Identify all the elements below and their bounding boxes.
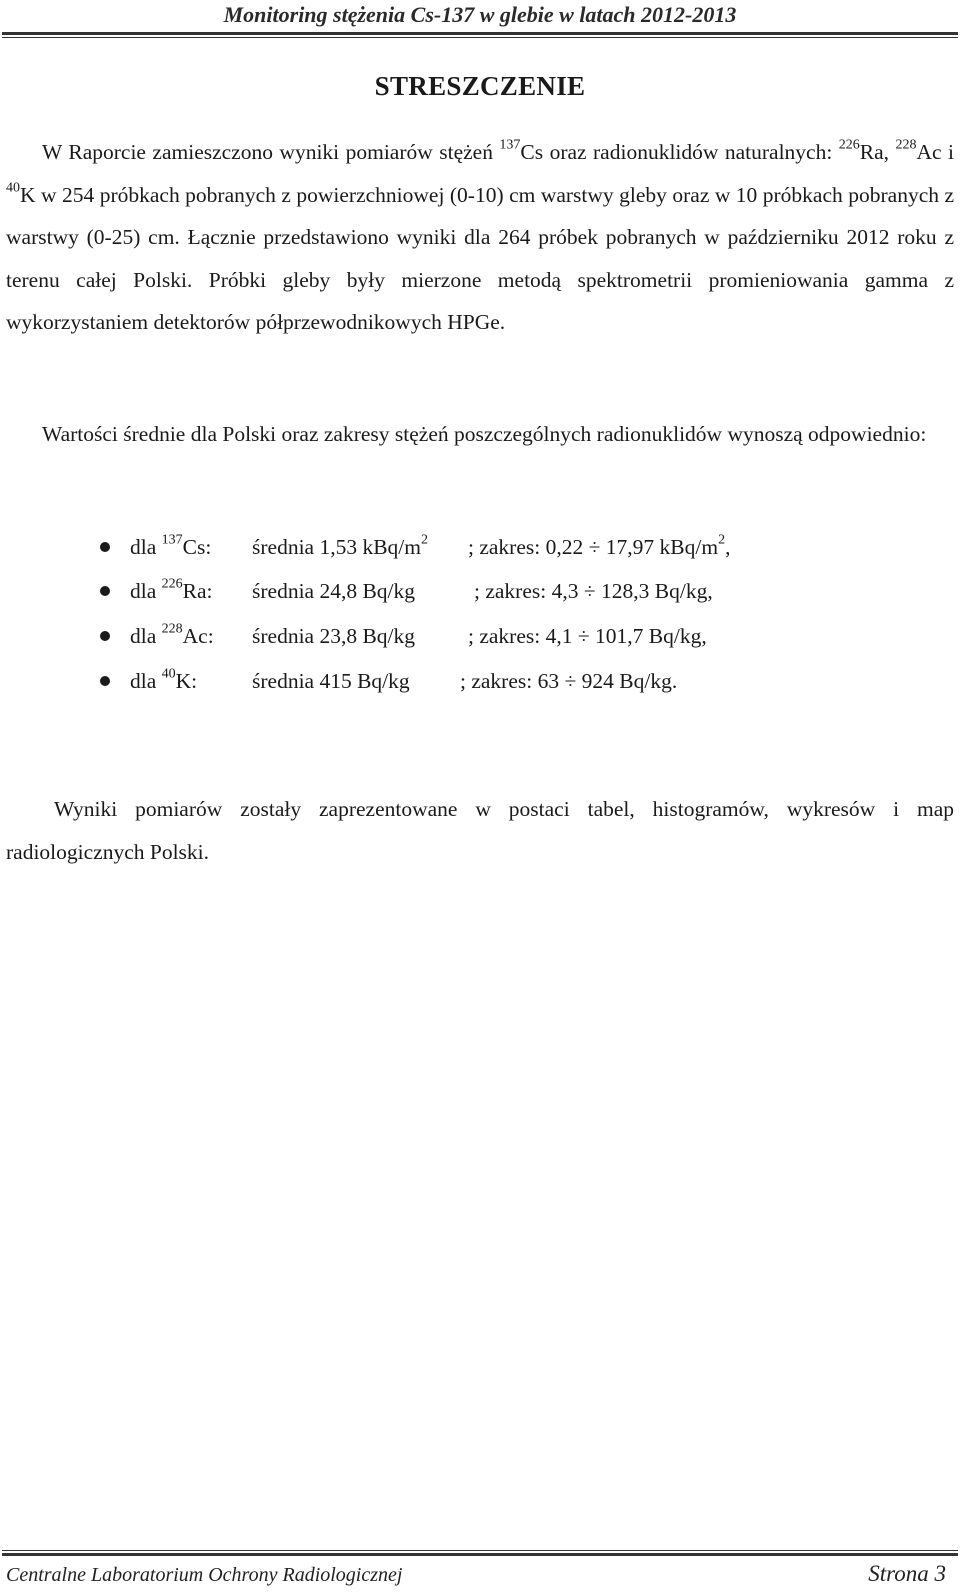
bullet-icon (100, 676, 110, 686)
nuclide-label: dla $^{228}$Ac: (130, 621, 214, 648)
bullet-icon (100, 586, 110, 596)
nuclide-label: dla $^{137}$Cs: (130, 532, 212, 559)
footer-rule-thin (2, 1550, 958, 1551)
list-item (0, 618, 960, 654)
mean-value: średnia 23,8 Bq/kg (252, 624, 416, 648)
nuclide-label: dla $^{40}$K: (130, 666, 198, 693)
range-value: ; zakres: 63 ÷ 924 Bq/kg. (460, 669, 678, 693)
abstract-paragraph-1: W Raporcie zamieszczono wyniki pomiarów stężeń $^{137}$Cs oraz radionuklidów naturalnych: $^{226}$Ra, $^{228}$Ac i $^{40}$K w 254 próbkach pobranych z powierzchniowej (0-10) cm warstwy gleby oraz w 10 próbkach pobranych z warstwy (0-25) cm. Łącznie przedstawiono wyniki dla 264 próbek pobranych w październiku 2012 roku z terenu całej Polski. Próbki gleby były mierzone metodą spektrometrii promieniowania gamma z wykorzystaniem detektorów półprzewodnikowych HPGe. (6, 137, 954, 335)
nuclide-label: dla $^{226}$Ra: (130, 576, 213, 603)
mean-value: średnia 1,53 kBq/$m^2$ (252, 532, 428, 559)
header-rule (2, 32, 958, 35)
abstract-paragraph-3: Wyniki pomiarów zostały zaprezentowane w postaci tabel, histogramów, wykresów i map radiologicznych Polski. (6, 797, 954, 864)
running-header-title: Monitoring stężenia Cs-137 w glebie w latach 2012-2013 (223, 2, 737, 27)
footer-rule (2, 1553, 958, 1556)
page-number: Strona 3 (868, 1561, 946, 1586)
header-rule-thin (2, 37, 958, 38)
bullet-icon (100, 631, 110, 641)
range-value: ; zakres: 0,22 ÷ 17,97 kBq/$m^2$, (468, 532, 731, 559)
range-value: ; zakres: 4,1 ÷ 101,7 Bq/kg, (468, 624, 707, 648)
footer-organization: Centralne Laboratorium Ochrony Radiologicznej (6, 1564, 403, 1586)
mean-value: średnia 24,8 Bq/kg (252, 579, 416, 603)
list-item (0, 573, 960, 609)
range-value: ; zakres: 4,3 ÷ 128,3 Bq/kg, (474, 579, 713, 603)
mean-value: średnia 415 Bq/kg (252, 669, 410, 693)
bullet-icon (100, 542, 110, 552)
abstract-paragraph-2: Wartości średnie dla Polski oraz zakresy stężeń poszczególnych radionuklidów wynoszą odpowiednio: (42, 422, 927, 446)
list-item (0, 529, 960, 565)
list-item (0, 663, 960, 699)
section-heading: STRESZCZENIE (374, 71, 586, 101)
